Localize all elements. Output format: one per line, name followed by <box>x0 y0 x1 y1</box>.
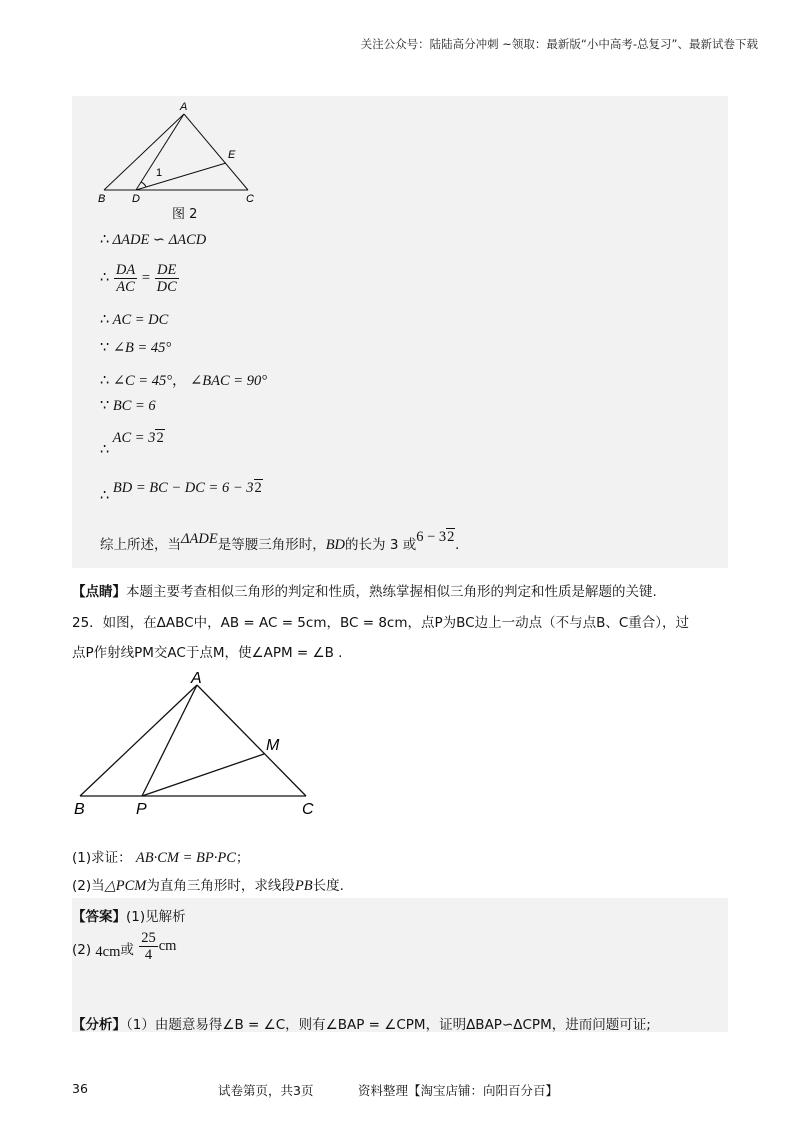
fig2-caption: 图 2 <box>172 207 198 222</box>
figure-problem-25 <box>70 668 330 818</box>
fig2-label-c: C <box>246 193 254 205</box>
fig25-label-a: A <box>191 670 202 687</box>
step-ac-value: ∴ AC = 32 <box>100 430 164 458</box>
solution-summary: 综上所述，当ΔADE是等腰三角形时，BD的长为 3 或6 − 32. <box>100 529 460 553</box>
dianjing-note: 【点睛】本题主要考查相似三角形的判定和性质，熟练掌握相似三角形的判定和性质是解题的关键. <box>72 584 657 600</box>
ratio-frac-1: $\frac{DA}{AC}$ <box>115 262 136 295</box>
fig25-label-m: M <box>266 737 280 754</box>
page-header: 关注公众号：陆陆高分冲刺 ~领取：最新版“小中高考-总复习”、最新试卷下载 <box>360 37 758 51</box>
ratio-frac-2: $\frac{DE}{DC}$ <box>156 262 177 295</box>
step-bd-value: ∴ BD = BC − DC = 6 − 32 <box>100 480 262 504</box>
page-number: 36 <box>72 1081 88 1096</box>
step-ratio: ∴ $\frac{DA}{AC}$ = $\frac{DE}{DC}$ <box>100 262 177 295</box>
fig25-side-ac <box>197 685 306 796</box>
answer-line-2: (2) 4cm或 $\frac{25}{4}$ cm <box>72 930 177 963</box>
step-bc: ∵ BC = 6 <box>100 398 156 414</box>
fig2-angle-arc <box>141 182 146 187</box>
analysis-line: 【分析】（1）由题意易得∠B = ∠C，则有∠BAP = ∠CPM，证明ΔBAP∽ΔCPM，进而问题可证; <box>72 1017 651 1033</box>
fig2-label-d: D <box>132 193 140 205</box>
step-angles: ∴ ∠C = 45°， ∠BAC = 90° <box>100 373 268 389</box>
figure-2 <box>96 100 266 220</box>
step-ac-dc: ∴ AC = DC <box>100 312 169 328</box>
fig2-label-e: E <box>228 149 236 161</box>
fig2-label-b: B <box>98 193 106 205</box>
answer-fraction: $\frac{25}{4}$ <box>141 930 156 963</box>
fig25-side-ab <box>80 685 197 796</box>
fig25-label-p: P <box>136 801 147 818</box>
fig25-label-c: C <box>302 801 314 818</box>
fig2-segment-de <box>136 163 226 190</box>
fig2-label-a: A <box>180 101 188 113</box>
fig2-side-ab <box>104 114 184 190</box>
fig2-label-angle1: 1 <box>156 167 163 179</box>
step-angle-b: ∵ ∠B = 45° <box>100 340 172 356</box>
fig2-side-ac <box>184 114 248 190</box>
problem-25-line1: 25．如图，在ΔABC中，AB = AC = 5cm，BC = 8cm，点P为BC边上一动点（不与点B、C重合），过 <box>72 615 690 631</box>
fig25-label-b: B <box>74 801 85 818</box>
question-1: (1)求证： AB·CM = BP·PC； <box>72 850 250 866</box>
answer-line-1: 【答案】(1)见解析 <box>72 909 186 925</box>
step-similar: ∴ ΔADE ∽ ΔACD <box>100 232 207 248</box>
footer-source: 资料整理【淘宝店铺：向阳百分百】 <box>358 1083 559 1098</box>
question-2: (2)当△PCM为直角三角形时，求线段PB长度. <box>72 878 344 894</box>
problem-25-line2: 点P作射线PM交AC于点M，使∠APM = ∠B . <box>72 645 343 661</box>
footer-page-info: 试卷第页，共3页 <box>218 1083 314 1098</box>
